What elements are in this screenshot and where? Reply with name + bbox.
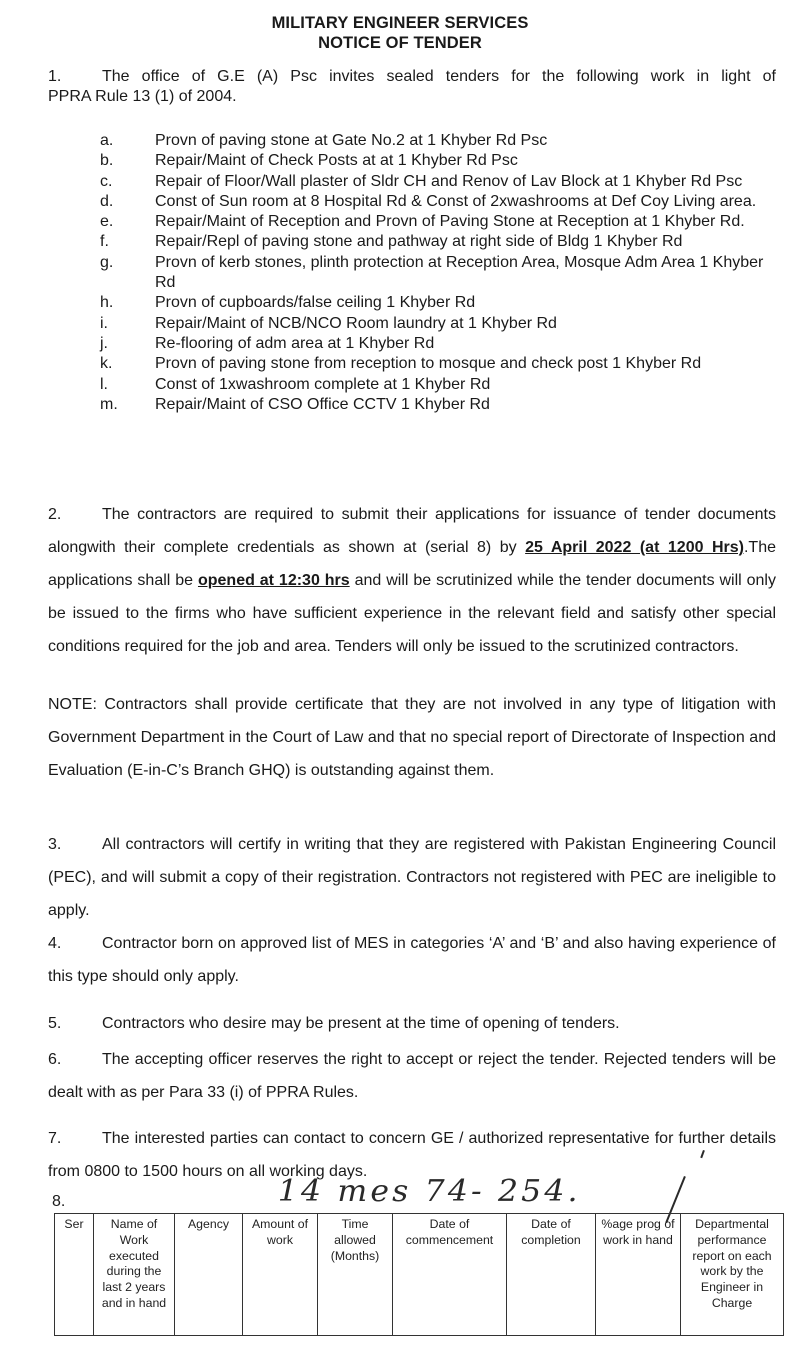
work-item [100, 334, 780, 354]
para-3 [48, 828, 776, 927]
item-text: Provn of kerb stones, plinth protection at Reception Area, Mosque Adm Area 1 Khyber Rd [155, 253, 764, 292]
item-letter: d. [100, 192, 114, 210]
col-performance-report: Departmental performance report on each work by the Engineer in Charge [681, 1214, 784, 1336]
para-1 [48, 67, 776, 107]
submission-deadline: 25 April 2022 (at 1200 Hrs) [525, 539, 744, 556]
item-letter: b. [100, 152, 114, 170]
item-letter: a. [100, 132, 114, 149]
para-number: 3. [48, 836, 62, 853]
item-letter: e. [100, 213, 114, 231]
item-text: Repair/Maint of NCB/NCO Room laundry at 1 Khyber Rd [155, 314, 557, 332]
col-date-completion: Date of completion [507, 1214, 596, 1336]
para-number: 2. [48, 506, 62, 523]
handwritten-note: 14 mes 74- 254. [277, 1174, 581, 1209]
para-2 [48, 498, 776, 663]
works-list [100, 131, 780, 415]
work-item [100, 314, 780, 334]
item-letter: l. [100, 375, 108, 393]
work-item [100, 192, 780, 212]
work-item [100, 131, 780, 151]
item-letter: k. [100, 355, 113, 373]
item-letter: i. [100, 314, 108, 332]
item-letter: f. [100, 233, 109, 251]
opening-time: opened at 12:30 hrs [197, 572, 350, 589]
item-text: Repair/Maint of Check Posts at at 1 Khyber Rd Psc [155, 152, 518, 170]
item-letter: c. [100, 172, 113, 190]
para-text: Contractor born on approved list of MES in categories ‘A’ and ‘B’ and also having experience of this type should only apply. [48, 935, 776, 985]
item-text: Provn of cupboards/false ceiling 1 Khyber Rd [155, 294, 476, 312]
org-title: MILITARY ENGINEER SERVICES [271, 14, 529, 32]
para-text: .The applications shall be [48, 539, 776, 589]
work-item [100, 375, 780, 395]
para-text: All contractors will certify in writing that they are registered with Pakistan Engineering Council (PEC), and will submit a copy of their registration. Contractors not registered with PEC are ineligible to apply. [48, 836, 776, 919]
work-item [100, 212, 780, 232]
work-item [100, 395, 780, 415]
item-text: Re-flooring of adm area at 1 Khyber Rd [155, 334, 435, 352]
work-item [100, 253, 780, 294]
col-progress: %age prog of work in hand [596, 1214, 681, 1336]
para-text: and will be scrutinized while the tender documents will only be issued to the firms who have sufficient experience in the relevant field and satisfy other special conditions required for the job and area. Tenders will only be issued to the scrutinized contractors. [48, 572, 776, 655]
work-item [100, 232, 780, 252]
para-8-number: 8. [52, 1193, 66, 1210]
item-text: Const of 1xwashroom complete at 1 Khyber Rd [155, 375, 491, 393]
item-letter: m. [100, 395, 118, 413]
work-item [100, 354, 780, 374]
para-number: 1. [48, 68, 62, 85]
table-header-row [55, 1214, 784, 1336]
col-date-commencement: Date of commencement [393, 1214, 507, 1336]
para-5 [48, 1007, 776, 1040]
para-number: 5. [48, 1015, 62, 1032]
work-item [100, 151, 780, 171]
para-text: The contractors are required to submit their applications for issuance of tender documents alongwith their complete credentials as shown at (serial 8) by [48, 506, 776, 556]
item-letter: g. [100, 253, 114, 271]
para-text: Contractors who desire may be present at the time of opening of tenders. [102, 1015, 620, 1032]
para-number: 7. [48, 1130, 62, 1147]
item-text: Provn of paving stone from reception to mosque and check post 1 Khyber Rd [155, 355, 702, 373]
work-item [100, 172, 780, 192]
para-text: The accepting officer reserves the right to accept or reject the tender. Rejected tenders will be dealt with as per Para 33 (i) of PPRA Rules. [48, 1051, 776, 1101]
para-4 [48, 927, 776, 993]
para-text: The interested parties can contact to concern GE / authorized representative for further details from 0800 to 1500 hours on all working days. [48, 1130, 776, 1180]
para-6 [48, 1043, 776, 1109]
para-number: 6. [48, 1051, 62, 1068]
credentials-table [54, 1213, 784, 1336]
col-ser: Ser [55, 1214, 94, 1336]
item-letter: j. [100, 334, 108, 352]
item-text: Repair/Repl of paving stone and pathway at right side of Bldg 1 Khyber Rd [155, 233, 683, 251]
note: NOTE: Contractors shall provide certificate that they are not involved in any type of litigation with Government Department in the Court of Law and that no special report of Directorate of Inspection and Evaluation (E-in-C’s Branch GHQ) is outstanding against them. [48, 696, 776, 779]
col-time-allowed: Time allowed (Months) [318, 1214, 393, 1336]
col-amount: Amount of work [243, 1214, 318, 1336]
work-item [100, 293, 780, 313]
notice-title: NOTICE OF TENDER [318, 34, 482, 52]
item-text: Repair/Maint of Reception and Provn of Paving Stone at Reception at 1 Khyber Rd. [155, 213, 745, 231]
col-agency: Agency [175, 1214, 243, 1336]
item-text: Provn of paving stone at Gate No.2 at 1 Khyber Rd Psc [155, 132, 548, 149]
item-text: Repair of Floor/Wall plaster of Sldr CH and Renov of Lav Block at 1 Khyber Rd Psc [155, 172, 743, 190]
col-name-of-work: Name of Work executed during the last 2 years and in hand [94, 1214, 175, 1336]
item-text: Const of Sun room at 8 Hospital Rd & Const of 2xwashrooms at Def Coy Living area. [155, 192, 757, 210]
para-text: The office of G.E (A) Psc invites sealed tenders for the following work in light of [102, 68, 776, 85]
para-text: PPRA Rule 13 (1) of 2004. [48, 88, 237, 105]
item-text: Repair/Maint of CSO Office CCTV 1 Khyber Rd [155, 395, 490, 413]
item-letter: h. [100, 294, 114, 312]
para-number: 4. [48, 935, 62, 952]
